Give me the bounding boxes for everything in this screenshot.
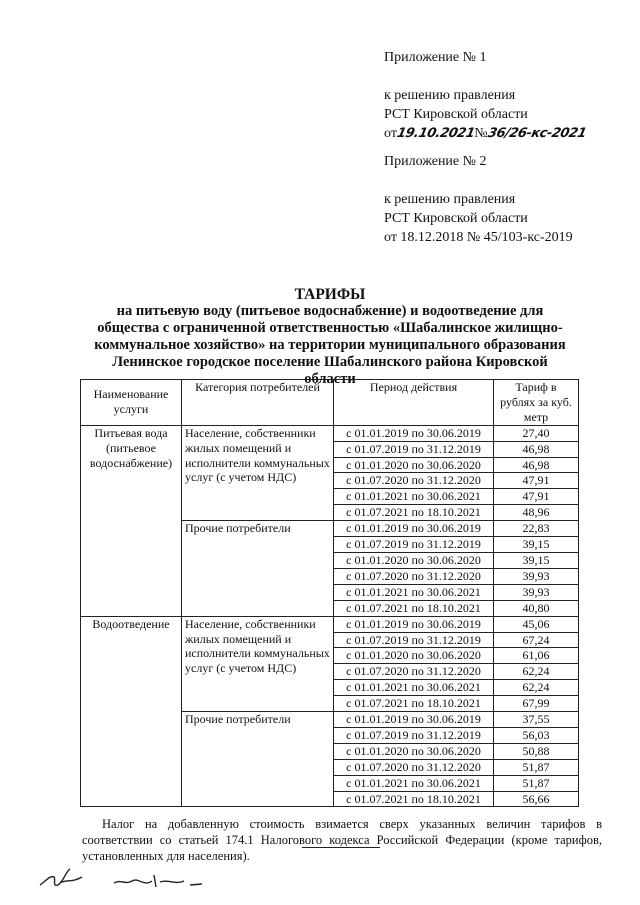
period-cell: с 01.01.2021 по 30.06.2021 [334, 489, 494, 505]
heading-line: Ленинское городское поселение Шабалинского района Кировской [112, 354, 548, 370]
tariff-cell: 40,80 [494, 600, 579, 616]
table-row [81, 616, 579, 632]
tariff-cell: 56,66 [494, 791, 579, 807]
tariff-cell: 39,93 [494, 584, 579, 600]
category-cell: Прочие потребители [182, 712, 334, 807]
document-heading [60, 286, 600, 388]
signature-mark [38, 865, 86, 895]
period-cell: с 01.01.2021 по 30.06.2021 [334, 680, 494, 696]
header-category: Категория потребителей [182, 380, 334, 426]
tariff-cell: 51,87 [494, 775, 579, 791]
service-name-cell: Водоотведение [81, 616, 182, 807]
table-body [81, 425, 579, 807]
category-cell: Население, собственники жилых помещений и исполнители коммунальных услуг (с учетом НДС) [182, 425, 334, 520]
period-cell: с 01.01.2021 по 30.06.2021 [334, 775, 494, 791]
period-cell: с 01.07.2021 по 18.10.2021 [334, 791, 494, 807]
header-tariff: Тариф в рублях за куб. метр [494, 380, 579, 426]
period-cell: с 01.01.2019 по 30.06.2019 [334, 521, 494, 537]
period-cell: с 01.07.2019 по 31.12.2019 [334, 632, 494, 648]
footnote [82, 816, 602, 864]
period-cell: с 01.01.2021 по 30.06.2021 [334, 584, 494, 600]
period-cell: с 01.07.2019 по 31.12.2019 [334, 537, 494, 553]
tariff-cell: 56,03 [494, 727, 579, 743]
period-cell: с 01.01.2020 по 30.06.2020 [334, 648, 494, 664]
service-name-cell: Питьевая вода (питьевое водоснабжение) [81, 425, 182, 616]
appendix-1-line2: РСТ Кировской области [384, 107, 528, 122]
handwritten-date: 19.10.2021 [395, 126, 476, 141]
period-cell: с 01.01.2019 по 30.06.2019 [334, 425, 494, 441]
tariff-cell: 37,55 [494, 712, 579, 728]
heading-title: ТАРИФЫ [294, 286, 366, 303]
appendix-1-decision-ref [384, 124, 588, 143]
tariff-cell: 39,15 [494, 537, 579, 553]
tariff-cell: 62,24 [494, 680, 579, 696]
tariff-cell: 48,96 [494, 505, 579, 521]
tariff-cell: 45,06 [494, 616, 579, 632]
tariff-cell: 51,87 [494, 759, 579, 775]
table-header-row [81, 380, 579, 426]
tariff-table [80, 379, 579, 807]
period-cell: с 01.07.2020 по 31.12.2020 [334, 568, 494, 584]
tariff-cell: 62,24 [494, 664, 579, 680]
header-service: Наименование услуги [81, 380, 182, 426]
period-cell: с 01.07.2020 по 31.12.2020 [334, 759, 494, 775]
heading-line: общества с ограниченной ответственностью «Шабалинское жилищно- [97, 320, 563, 336]
period-cell: с 01.07.2021 по 18.10.2021 [334, 505, 494, 521]
appendix-1-block [384, 48, 588, 143]
period-cell: с 01.07.2021 по 18.10.2021 [334, 696, 494, 712]
period-cell: с 01.01.2019 по 30.06.2019 [334, 616, 494, 632]
period-cell: с 01.01.2020 по 30.06.2020 [334, 743, 494, 759]
tariff-cell: 22,83 [494, 521, 579, 537]
appendix-2-block [384, 152, 573, 247]
heading-line: на питьевую воду (питьевое водоснабжение) и водоотведение для [116, 303, 544, 319]
period-cell: с 01.07.2020 по 31.12.2020 [334, 664, 494, 680]
number-symbol: № [474, 126, 488, 141]
tariff-cell: 39,93 [494, 568, 579, 584]
period-cell: с 01.07.2019 по 31.12.2019 [334, 727, 494, 743]
period-cell: с 01.07.2021 по 18.10.2021 [334, 600, 494, 616]
tariff-cell: 27,40 [494, 425, 579, 441]
appendix-1-line1: к решению правления [384, 88, 516, 103]
period-cell: с 01.01.2019 по 30.06.2019 [334, 712, 494, 728]
tariff-cell: 46,98 [494, 441, 579, 457]
period-cell: с 01.01.2020 по 30.06.2020 [334, 552, 494, 568]
appendix-2-title: Приложение № 2 [384, 154, 487, 169]
heading-line: коммунальное хозяйство» на территории муниципального образования [94, 337, 566, 353]
category-cell: Население, собственники жилых помещений и исполнители коммунальных услуг (с учетом НДС) [182, 616, 334, 711]
tariff-cell: 50,88 [494, 743, 579, 759]
decision-prefix: от [384, 126, 397, 141]
tariff-cell: 67,24 [494, 632, 579, 648]
handwritten-number: 36/26-кс-2021 [485, 126, 588, 141]
appendix-2-line3: от 18.12.2018 № 45/103-кс-2019 [384, 230, 573, 245]
category-cell: Прочие потребители [182, 521, 334, 616]
tariff-cell: 61,06 [494, 648, 579, 664]
period-cell: с 01.01.2020 по 30.06.2020 [334, 457, 494, 473]
tariff-cell: 47,91 [494, 489, 579, 505]
tariff-cell: 67,99 [494, 696, 579, 712]
header-period: Период действия [334, 380, 494, 426]
appendix-1-title: Приложение № 1 [384, 50, 487, 65]
footnote-text: Налог на добавленную стоимость взимается сверх указанных величин тарифов в соответствии со статьей 174.1 Налогового кодекса Российской Федерации (кроме тарифов, установленных для населения). [82, 817, 602, 863]
appendix-2-line1: к решению правления [384, 192, 516, 207]
divider-line [302, 847, 380, 848]
period-cell: с 01.07.2019 по 31.12.2019 [334, 441, 494, 457]
heading-line: области [304, 371, 356, 387]
appendix-2-line2: РСТ Кировской области [384, 211, 528, 226]
tariff-cell: 39,15 [494, 552, 579, 568]
signature-mark [110, 865, 210, 895]
tariff-cell: 47,91 [494, 473, 579, 489]
period-cell: с 01.07.2020 по 31.12.2020 [334, 473, 494, 489]
tariff-cell: 46,98 [494, 457, 579, 473]
table-row [81, 425, 579, 441]
